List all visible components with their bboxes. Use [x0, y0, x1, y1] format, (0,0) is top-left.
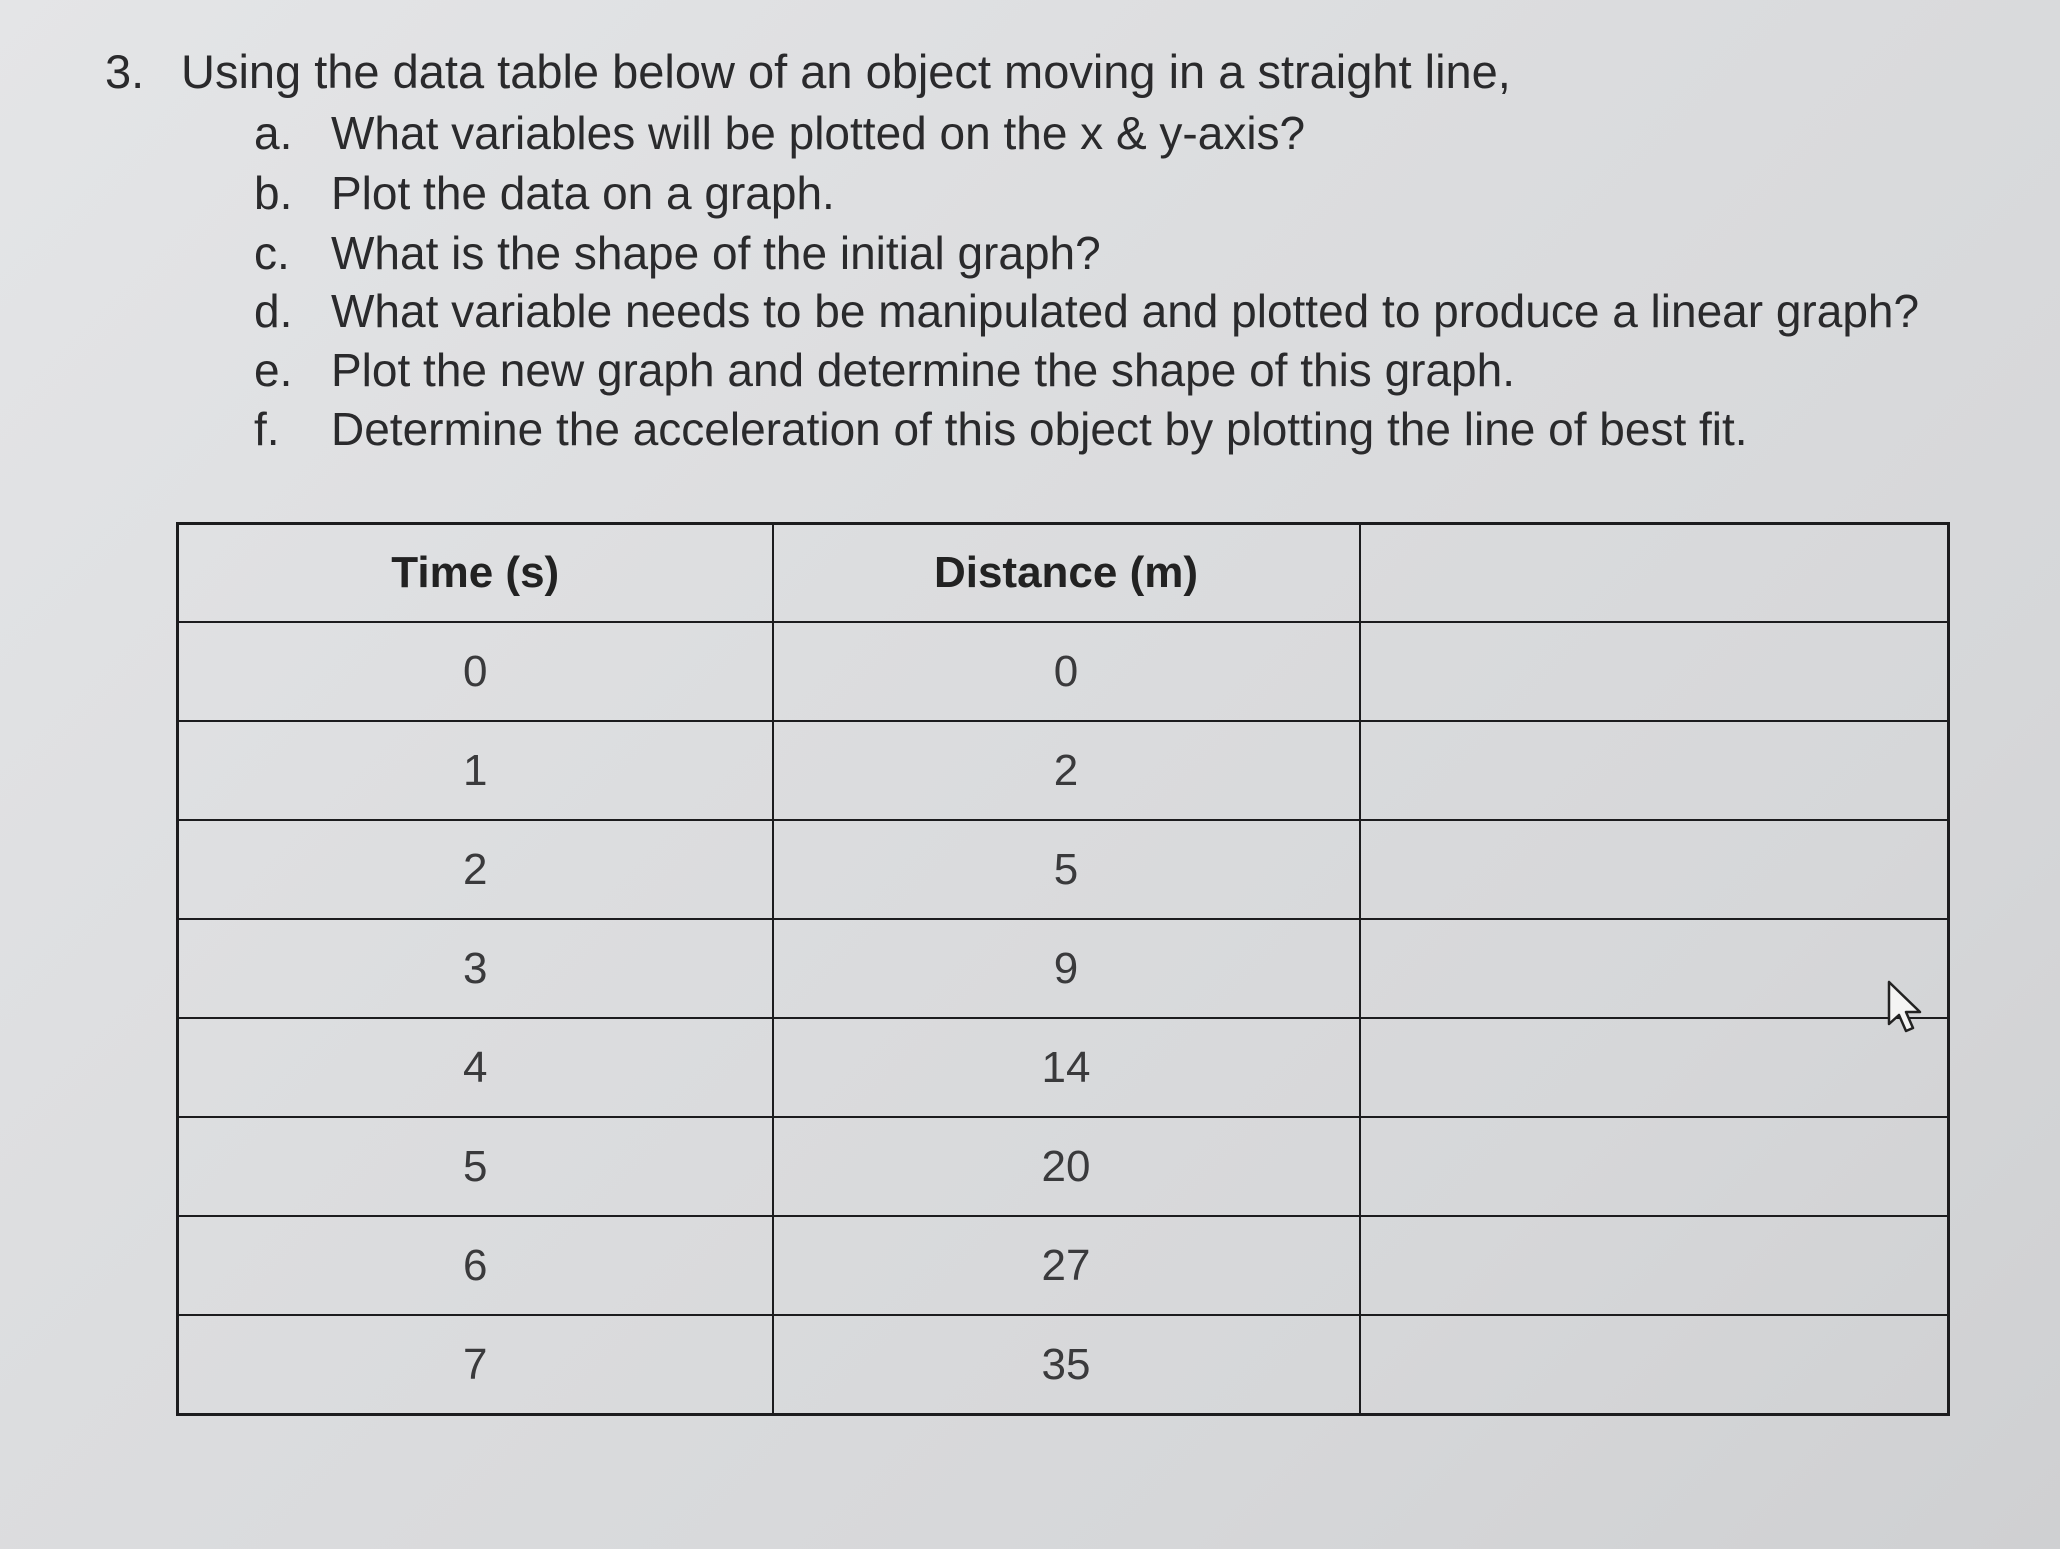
cell-time: 6	[178, 1216, 773, 1315]
part-letter: e.	[254, 344, 293, 396]
cell-time: 2	[178, 820, 773, 919]
cell-blank	[1360, 721, 1949, 820]
part-letter: c.	[254, 227, 290, 279]
question-stem: Using the data table below of an object moving in a straight line,	[181, 45, 1511, 98]
part-letter: d.	[254, 285, 293, 337]
part-text: What variable needs to be manipulated and plotted to produce a linear graph?	[331, 285, 1920, 337]
cell-time: 5	[178, 1117, 773, 1216]
header-blank	[1360, 524, 1949, 623]
cell-blank	[1360, 820, 1949, 919]
cell-time: 4	[178, 1018, 773, 1117]
cell-distance: 35	[773, 1315, 1360, 1415]
cell-time: 3	[178, 919, 773, 1018]
part-text: What variables will be plotted on the x & y-axis?	[331, 107, 1306, 159]
header-distance: Distance (m)	[773, 524, 1360, 623]
cell-blank	[1360, 1315, 1949, 1415]
table-row	[178, 622, 1949, 721]
header-time: Time (s)	[178, 524, 773, 623]
part-letter: f.	[254, 403, 280, 455]
table-row	[178, 1117, 1949, 1216]
cell-distance: 14	[773, 1018, 1360, 1117]
cell-distance: 5	[773, 820, 1360, 919]
cell-distance: 0	[773, 622, 1360, 721]
part-text: Determine the acceleration of this object by plotting the line of best fit.	[331, 403, 1748, 455]
cell-distance: 20	[773, 1117, 1360, 1216]
part-text: What is the shape of the initial graph?	[331, 227, 1101, 279]
cell-distance: 27	[773, 1216, 1360, 1315]
table-header-row	[178, 524, 1949, 623]
mouse-pointer-icon	[1886, 980, 1926, 1035]
part-letter: a.	[254, 107, 293, 159]
cell-blank	[1360, 622, 1949, 721]
cell-distance: 9	[773, 919, 1360, 1018]
question-number: 3.	[105, 45, 145, 98]
part-letter: b.	[254, 167, 293, 219]
cell-blank	[1360, 1117, 1949, 1216]
table-row	[178, 820, 1949, 919]
table-row	[178, 1018, 1949, 1117]
cell-distance: 2	[773, 721, 1360, 820]
cell-time: 1	[178, 721, 773, 820]
part-text: Plot the data on a graph.	[331, 167, 835, 219]
table-row	[178, 1216, 1949, 1315]
cell-blank	[1360, 919, 1949, 1018]
table-row	[178, 721, 1949, 820]
table-row	[178, 919, 1949, 1018]
data-table	[176, 522, 1950, 1416]
part-text: Plot the new graph and determine the shape of this graph.	[331, 344, 1516, 396]
cell-blank	[1360, 1018, 1949, 1117]
cell-time: 0	[178, 622, 773, 721]
cell-time: 7	[178, 1315, 773, 1415]
cell-blank	[1360, 1216, 1949, 1315]
table-row	[178, 1315, 1949, 1415]
